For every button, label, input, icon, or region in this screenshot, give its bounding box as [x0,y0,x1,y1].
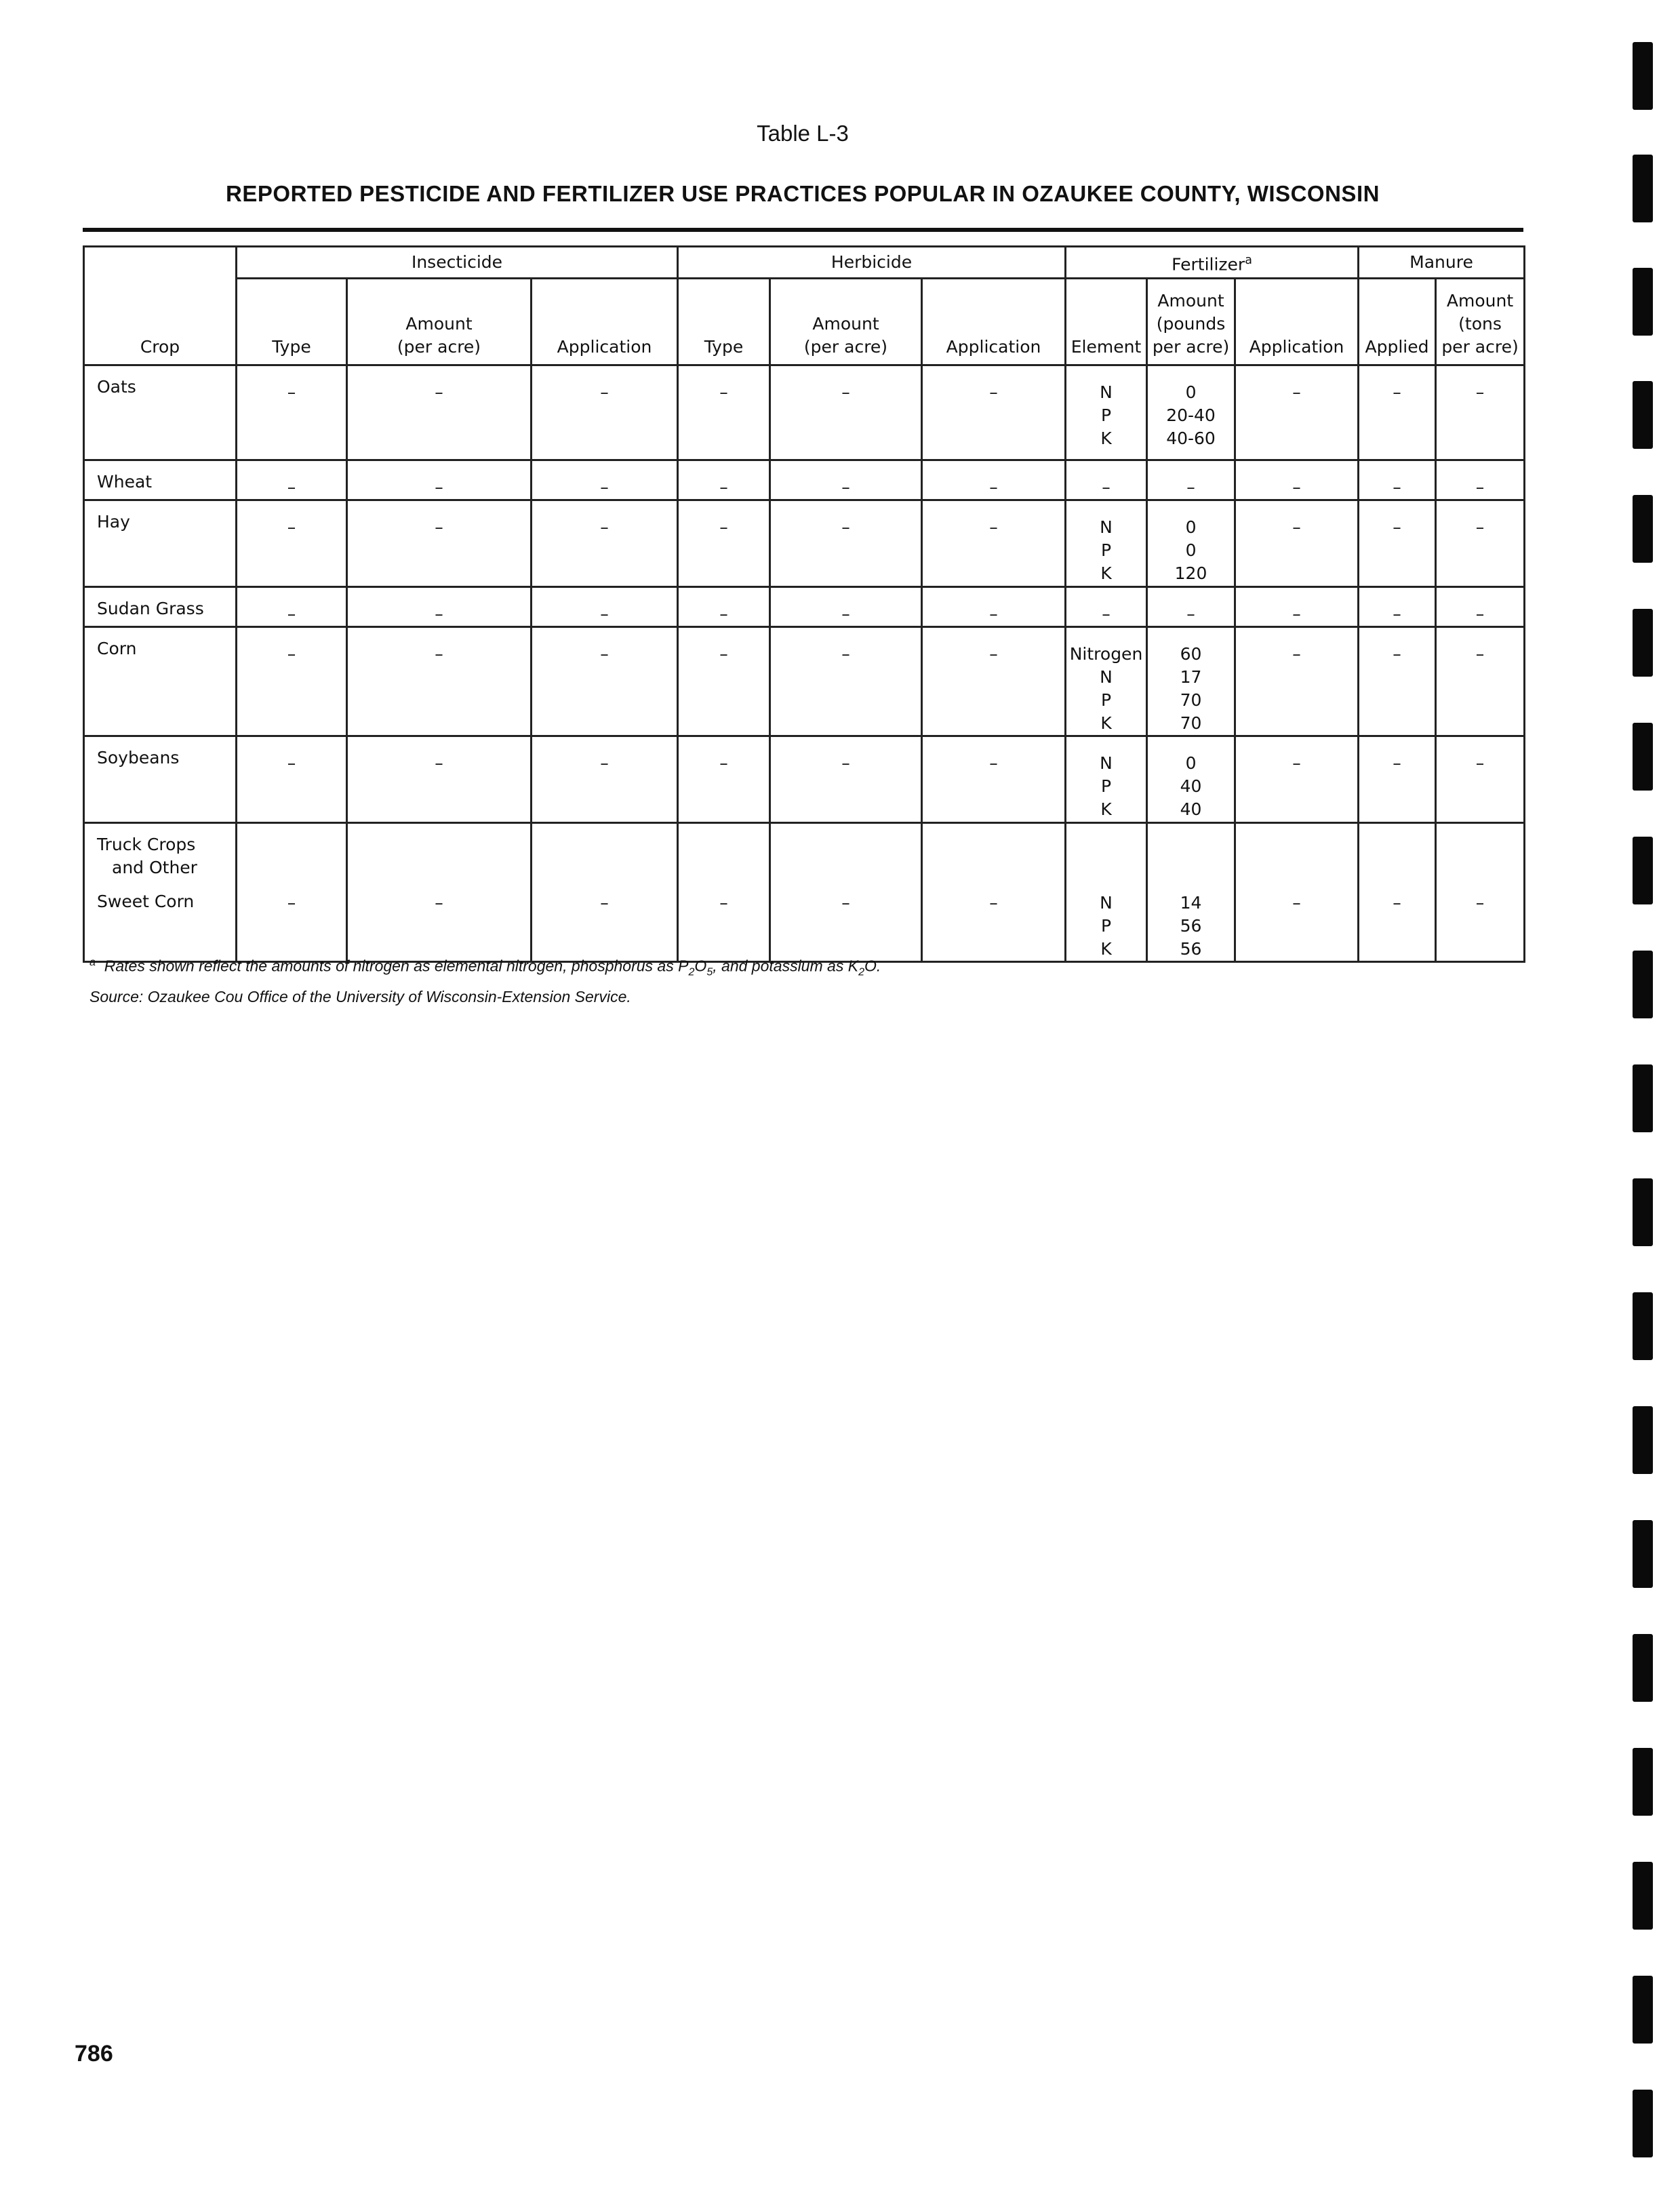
insecticide-type-cell: – [237,627,347,736]
crop-cell: Truck Crops and Other Sweet Corn [84,823,237,962]
col-header-fertilizer-application: Application [1235,279,1359,365]
fertilizer-application-cell: – [1235,460,1359,500]
insecticide-application-cell: – [532,365,678,460]
fertilizer-amount-cell: 0 20-40 40-60 [1147,365,1235,460]
group-header-insecticide: Insecticide [237,247,678,279]
herbicide-application-cell: – [922,627,1066,736]
crop-cell: Oats [84,365,237,460]
herbicide-amount-cell: – [770,823,922,962]
insecticide-amount-cell: – [347,587,532,627]
fertilizer-application-cell: – [1235,736,1359,823]
insecticide-amount-cell: – [347,627,532,736]
herbicide-amount-cell: – [770,460,922,500]
herbicide-amount-cell: – [770,365,922,460]
fertilizer-application-cell: – [1235,500,1359,587]
col-header-crop: Crop [84,247,237,365]
herbicide-application-cell: – [922,365,1066,460]
manure-applied-cell: – [1359,627,1436,736]
herbicide-amount-cell: – [770,500,922,587]
herbicide-amount-cell: – [770,736,922,823]
insecticide-amount-cell: – [347,365,532,460]
insecticide-application-cell: – [532,587,678,627]
col-header-manure-amount: Amount (tons per acre) [1436,279,1525,365]
manure-amount-cell: – [1436,365,1525,460]
fertilizer-amount-cell: – [1147,460,1235,500]
page-number: 786 [75,2041,113,2067]
table-row [84,627,1525,736]
herbicide-type-cell: – [678,460,770,500]
fertilizer-amount-cell: 0 40 40 [1147,736,1235,823]
manure-amount-cell: – [1436,460,1525,500]
binder-hole [1633,1406,1653,1474]
insecticide-type-cell: – [237,587,347,627]
crop-cell: Hay [84,500,237,587]
binder-hole [1633,268,1653,336]
manure-applied-cell: – [1359,365,1436,460]
binder-hole [1633,1520,1653,1588]
binder-hole [1633,155,1653,222]
herbicide-type-cell: – [678,627,770,736]
fertilizer-amount-cell: 0 0 120 [1147,500,1235,587]
manure-amount-cell: – [1436,627,1525,736]
fertilizer-element-cell: – [1066,460,1147,500]
herbicide-application-cell: – [922,736,1066,823]
manure-applied-cell: – [1359,736,1436,823]
binder-hole [1633,951,1653,1018]
binder-hole [1633,1064,1653,1132]
herbicide-type-cell: – [678,587,770,627]
table-label: Table L-3 [757,121,849,146]
binder-hole [1633,837,1653,904]
group-header-manure: Manure [1359,247,1525,279]
insecticide-application-cell: – [532,460,678,500]
insecticide-application-cell: – [532,627,678,736]
table-row [84,460,1525,500]
table-row [84,823,1525,962]
table-row [84,736,1525,823]
table-row [84,500,1525,587]
insecticide-type-cell: – [237,736,347,823]
col-header-herbicide-type: Type [678,279,770,365]
pesticide-fertilizer-table [83,245,1525,963]
table-title: REPORTED PESTICIDE AND FERTILIZER USE PRACTICES POPULAR IN OZAUKEE COUNTY, WISCONSIN [226,181,1380,206]
binder-hole [1633,495,1653,563]
fertilizer-amount-cell: – [1147,587,1235,627]
crop-cell: Soybeans [84,736,237,823]
herbicide-application-cell: – [922,500,1066,587]
binder-hole [1633,1292,1653,1360]
col-header-herbicide-application: Application [922,279,1066,365]
fertilizer-application-cell: – [1235,587,1359,627]
manure-amount-cell: – [1436,736,1525,823]
insecticide-application-cell: – [532,736,678,823]
insecticide-type-cell: – [237,460,347,500]
fertilizer-amount-cell: 14 56 56 [1147,823,1235,962]
insecticide-type-cell: – [237,365,347,460]
insecticide-application-cell: – [532,500,678,587]
footnote-a: $^a$ Rates shown reflect the amounts of nitrogen as elemental nitrogen, phosphorus as $P_2O_5$, and potassium as $K_2O$. [89,956,881,978]
binder-hole [1633,1178,1653,1246]
manure-amount-cell: – [1436,587,1525,627]
title-rule [83,228,1523,232]
fertilizer-element-cell: N P K [1066,736,1147,823]
group-header-fertilizer: Fertilizer$^a$ [1066,247,1359,279]
fertilizer-application-cell: – [1235,365,1359,460]
herbicide-application-cell: – [922,823,1066,962]
binder-hole [1633,1634,1653,1702]
binder-hole [1633,2090,1653,2157]
herbicide-type-cell: – [678,365,770,460]
fertilizer-element-cell: – [1066,587,1147,627]
insecticide-type-cell: – [237,500,347,587]
manure-applied-cell: – [1359,823,1436,962]
manure-amount-cell: – [1436,823,1525,962]
crop-cell: Corn [84,627,237,736]
col-header-herbicide-amount: Amount (per acre) [770,279,922,365]
table-row [84,587,1525,627]
manure-applied-cell: – [1359,460,1436,500]
herbicide-amount-cell: – [770,587,922,627]
col-header-fertilizer-element: Element [1066,279,1147,365]
table-row [84,365,1525,460]
col-header-manure-applied: Applied [1359,279,1436,365]
insecticide-application-cell: – [532,823,678,962]
binder-hole [1633,723,1653,791]
group-header-herbicide: Herbicide [678,247,1066,279]
insecticide-amount-cell: – [347,500,532,587]
herbicide-type-cell: – [678,736,770,823]
binder-hole [1633,381,1653,449]
fertilizer-amount-cell: 60 17 70 70 [1147,627,1235,736]
col-header-insecticide-type: Type [237,279,347,365]
binder-hole [1633,1976,1653,2044]
insecticide-type-cell: – [237,823,347,962]
herbicide-application-cell: – [922,460,1066,500]
col-header-insecticide-application: Application [532,279,678,365]
fertilizer-element-cell: N P K [1066,500,1147,587]
crop-cell: Wheat [84,460,237,500]
crop-cell: Sudan Grass [84,587,237,627]
insecticide-amount-cell: – [347,736,532,823]
fertilizer-element-cell: Nitrogen N P K [1066,627,1147,736]
binder-hole [1633,609,1653,677]
insecticide-amount-cell: – [347,823,532,962]
herbicide-amount-cell: – [770,627,922,736]
binder-hole [1633,42,1653,110]
manure-applied-cell: – [1359,587,1436,627]
source-note: Source: Ozaukee Cou Office of the University of Wisconsin-Extension Service. [89,988,631,1005]
manure-amount-cell: – [1436,500,1525,587]
manure-applied-cell: – [1359,500,1436,587]
insecticide-amount-cell: – [347,460,532,500]
fertilizer-element-cell: N P K [1066,823,1147,962]
col-header-fertilizer-amount: Amount (pounds per acre) [1147,279,1235,365]
herbicide-type-cell: – [678,823,770,962]
binder-hole [1633,1862,1653,1930]
fertilizer-element-cell: N P K [1066,365,1147,460]
herbicide-application-cell: – [922,587,1066,627]
fertilizer-application-cell: – [1235,627,1359,736]
herbicide-type-cell: – [678,500,770,587]
binder-hole [1633,1748,1653,1816]
fertilizer-application-cell: – [1235,823,1359,962]
col-header-insecticide-amount: Amount (per acre) [347,279,532,365]
